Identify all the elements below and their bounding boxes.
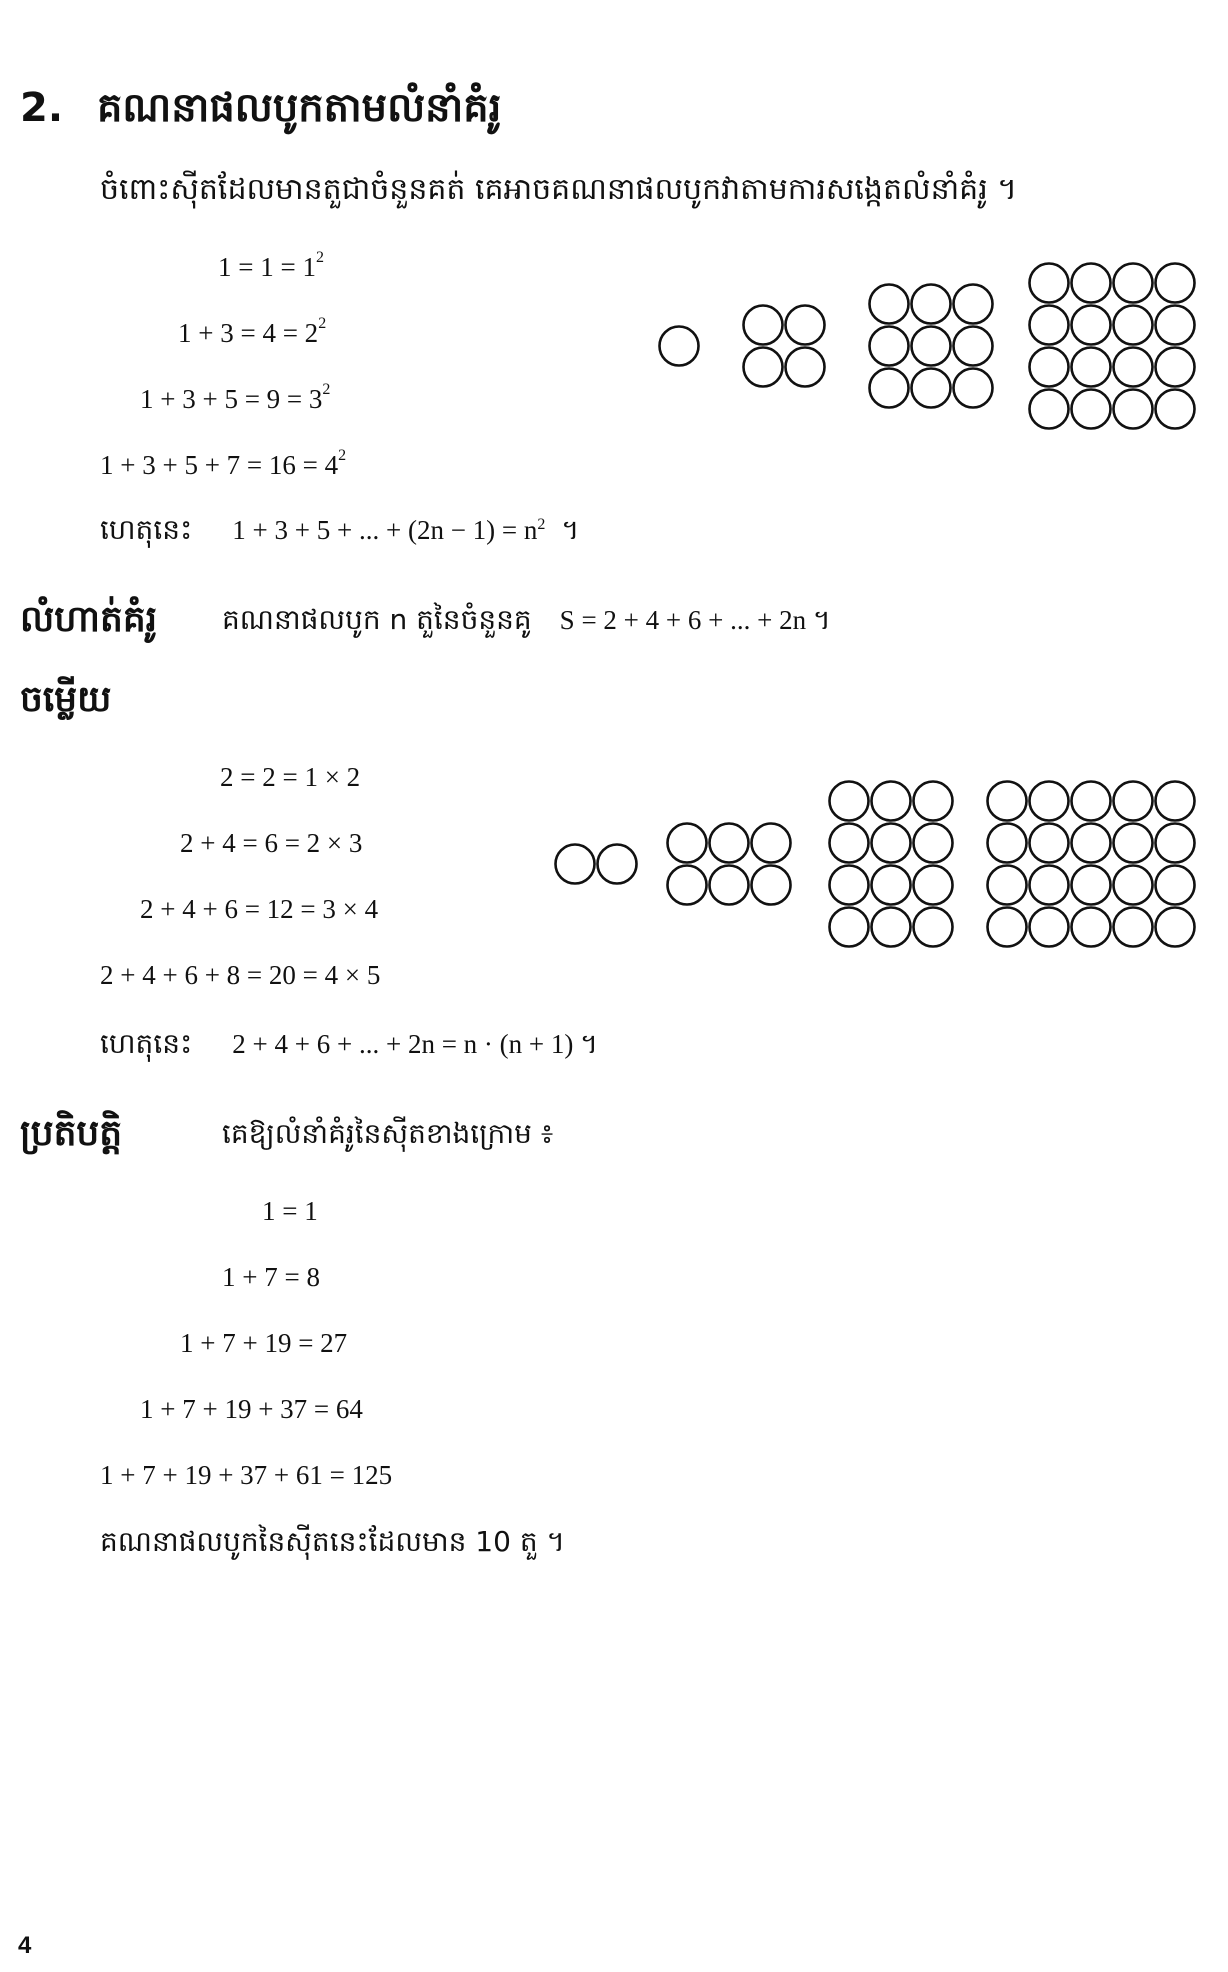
- dot-circle: [872, 824, 911, 863]
- dot-circle: [744, 348, 783, 387]
- even-rectangle-figures: [556, 782, 1195, 947]
- dot-circle: [668, 824, 707, 863]
- even-sum-row: 2 + 4 + 6 + 8 = 20 = 4 × 5: [100, 960, 381, 990]
- even-conclusion-formula: 2 + 4 + 6 + ... + 2n = n · (n + 1) ។: [232, 1029, 598, 1059]
- odd-conclusion-exponent: 2: [537, 515, 546, 533]
- dot-circle: [1156, 782, 1195, 821]
- dot-circle: [912, 327, 951, 366]
- dot-circle: [598, 845, 637, 884]
- cube-sum-row: 1 + 7 + 19 + 37 = 64: [140, 1394, 363, 1424]
- dot-circle: [556, 845, 595, 884]
- dot-circle: [1156, 824, 1195, 863]
- dot-circle: [912, 369, 951, 408]
- odd-square-figure: [744, 306, 825, 387]
- dot-circle: [1114, 908, 1153, 947]
- dot-circle: [786, 306, 825, 345]
- dot-circle: [1156, 264, 1195, 303]
- page-number: 4: [18, 1932, 32, 1959]
- even-rectangle-figure: [668, 824, 791, 905]
- dot-circle: [872, 866, 911, 905]
- dot-circle: [1114, 782, 1153, 821]
- dot-circle: [1156, 390, 1195, 429]
- dot-circle: [912, 285, 951, 324]
- dot-circle: [1114, 390, 1153, 429]
- dot-circle: [914, 908, 953, 947]
- dot-circle: [830, 908, 869, 947]
- dot-circle: [872, 782, 911, 821]
- dot-circle: [1072, 782, 1111, 821]
- dot-circle: [870, 285, 909, 324]
- dot-circle: [1156, 908, 1195, 947]
- therefore-word: ហេតុនេះ: [100, 513, 193, 546]
- dot-circle: [872, 908, 911, 947]
- dot-circle: [668, 866, 707, 905]
- dot-circle: [1030, 824, 1069, 863]
- dot-circle: [1072, 866, 1111, 905]
- odd-sum-exponent: 2: [338, 447, 347, 464]
- dot-circle: [1156, 866, 1195, 905]
- dot-circle: [870, 369, 909, 408]
- cube-sum-row: 1 + 7 = 8: [222, 1262, 320, 1292]
- practice-text: គេឱ្យលំនាំគំរូនៃស៊ីតខាងក្រោម ៖: [222, 1117, 554, 1150]
- dot-circle: [1030, 264, 1069, 303]
- dot-circle: [786, 348, 825, 387]
- even-sum-row: 2 + 4 = 6 = 2 × 3: [180, 828, 363, 858]
- dot-circle: [1030, 782, 1069, 821]
- dot-circle: [1114, 824, 1153, 863]
- dot-circle: [710, 824, 749, 863]
- therefore-word: ហេតុនេះ: [100, 1027, 193, 1060]
- dot-circle: [1072, 908, 1111, 947]
- dot-circle: [830, 866, 869, 905]
- dot-circle: [914, 824, 953, 863]
- dot-circle: [988, 866, 1027, 905]
- odd-sum-text: 1 = 1 = 1: [218, 252, 316, 282]
- example-text: គណនាផលបូក n តួនៃចំនួនគូ: [222, 603, 532, 636]
- cube-sum-row: 1 + 7 + 19 = 27: [180, 1328, 348, 1358]
- dot-circle: [1114, 348, 1153, 387]
- dot-circle: [660, 327, 699, 366]
- dot-circle: [1156, 306, 1195, 345]
- even-sum-row: 2 = 2 = 1 × 2: [220, 762, 361, 792]
- dot-circle: [1114, 264, 1153, 303]
- dot-circle: [870, 327, 909, 366]
- section-title: គណនាផលបូកតាមលំនាំគំរូ: [97, 85, 502, 131]
- odd-square-figure: [660, 327, 699, 366]
- dot-circle: [1114, 306, 1153, 345]
- dot-circle: [830, 782, 869, 821]
- dot-circle: [914, 782, 953, 821]
- odd-sum-text: 1 + 3 + 5 + 7 = 16 = 4: [100, 450, 339, 480]
- dot-circle: [1030, 390, 1069, 429]
- dot-circle: [954, 369, 993, 408]
- example-label: លំហាត់គំរូ: [20, 599, 158, 640]
- odd-conclusion-formula: 1 + 3 + 5 + ... + (2n − 1) = n: [232, 515, 538, 545]
- dot-circle: [1030, 866, 1069, 905]
- odd-sum-text: 1 + 3 + 5 = 9 = 3: [140, 384, 323, 414]
- dot-circle: [830, 824, 869, 863]
- even-rectangle-figure: [830, 782, 953, 947]
- odd-sum-text: 1 + 3 = 4 = 2: [178, 318, 319, 348]
- dot-circle: [1114, 866, 1153, 905]
- answer-label: ចម្លើយ: [20, 679, 112, 720]
- dot-circle: [988, 824, 1027, 863]
- dot-circle: [1030, 348, 1069, 387]
- even-sum-row: 2 + 4 + 6 = 12 = 3 × 4: [140, 894, 379, 924]
- odd-square-figure: [1030, 264, 1195, 429]
- dot-circle: [1072, 264, 1111, 303]
- odd-sum-exponent: 2: [322, 381, 331, 398]
- cube-sum-row: 1 = 1: [262, 1196, 318, 1226]
- odd-sum-exponent: 2: [318, 315, 327, 332]
- dot-circle: [752, 866, 791, 905]
- dot-circle: [710, 866, 749, 905]
- dot-circle: [752, 824, 791, 863]
- intro-paragraph: ចំពោះស៊ីតដែលមានតួជាចំនួនគត់ គេអាចគណនាផលបូកវាតាមការសង្កេតលំនាំគំរូ ។: [100, 172, 1018, 207]
- section-number: 2.: [20, 85, 64, 131]
- odd-square-figures: [660, 264, 1195, 429]
- cube-sum-row: 1 + 7 + 19 + 37 + 61 = 125: [100, 1460, 393, 1490]
- dot-circle: [1072, 348, 1111, 387]
- final-question: គណនាផលបូកនៃស៊ីតនេះដែលមាន 10 តួ ។: [100, 1525, 565, 1558]
- dot-circle: [1030, 306, 1069, 345]
- dot-circle: [988, 782, 1027, 821]
- dot-circle: [1072, 824, 1111, 863]
- dot-circle: [988, 908, 1027, 947]
- dot-circle: [744, 306, 783, 345]
- dot-circle: [954, 327, 993, 366]
- dot-circle: [1072, 390, 1111, 429]
- dot-circle: [1156, 348, 1195, 387]
- even-rectangle-figure: [556, 845, 637, 884]
- practice-label: ប្រតិបត្តិ: [20, 1113, 123, 1154]
- example-formula: S = 2 + 4 + 6 + ... + 2n ។: [559, 605, 831, 635]
- odd-square-figure: [870, 285, 993, 408]
- even-rectangle-figure: [988, 782, 1195, 947]
- dot-circle: [954, 285, 993, 324]
- dot-circle: [914, 866, 953, 905]
- dot-circle: [1072, 306, 1111, 345]
- dot-circle: [1030, 908, 1069, 947]
- odd-conclusion-end: ។: [561, 515, 580, 545]
- odd-sum-exponent: 2: [315, 249, 324, 266]
